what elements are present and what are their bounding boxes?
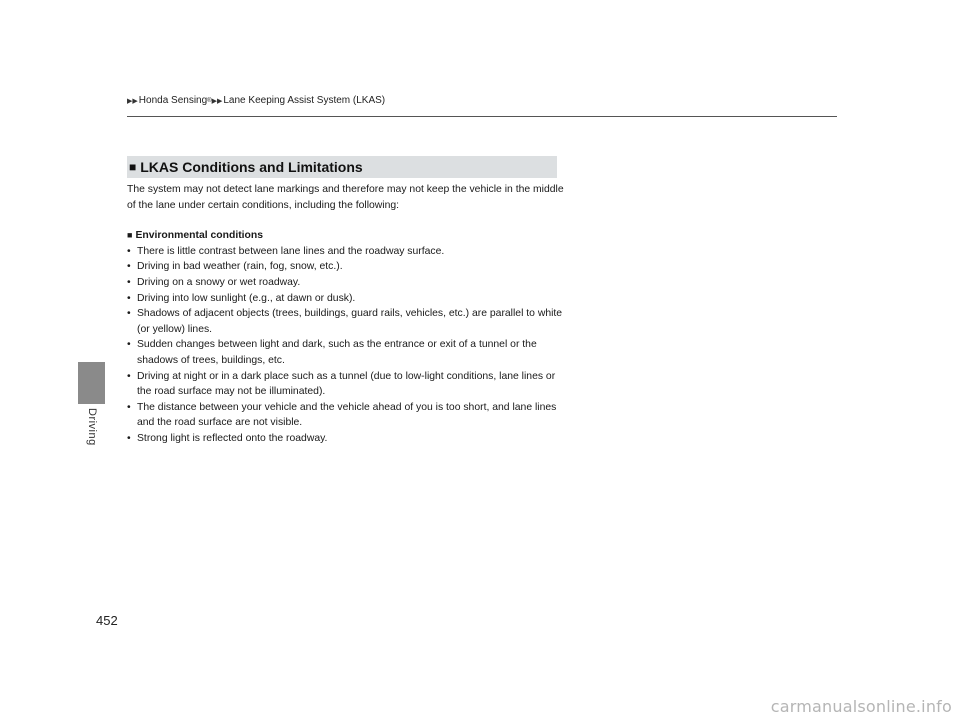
watermark[interactable]: carmanualsonline.info	[770, 697, 952, 716]
conditions-list	[127, 244, 567, 447]
list-item: • Driving on a snowy or wet roadway.	[127, 275, 567, 291]
chapter-tab	[78, 362, 105, 404]
square-icon: ■	[129, 160, 137, 174]
list-item: • Driving at night or in a dark place such as a tunnel (due to low-light conditions, lane lines or the road surface may not be illuminated).	[127, 369, 567, 400]
list-item: • Sudden changes between light and dark, such as the entrance or exit of a tunnel or the shadows of trees, buildings, etc.	[127, 337, 567, 368]
list-item: • Shadows of adjacent objects (trees, buildings, guard rails, vehicles, etc.) are parallel to white (or yellow) lines.	[127, 306, 567, 337]
chapter-label: Driving	[86, 408, 98, 446]
sub-heading	[127, 228, 567, 244]
breadcrumb	[127, 95, 385, 106]
list-item: • Driving into low sunlight (e.g., at dawn or dusk).	[127, 291, 567, 307]
arrow-icon: ▶▶	[211, 97, 223, 105]
square-icon: ■	[127, 230, 133, 241]
list-item: • Strong light is reflected onto the roadway.	[127, 431, 567, 447]
registered-mark: ®	[207, 97, 212, 104]
page-number: 452	[96, 613, 118, 628]
header-rule	[127, 116, 837, 117]
breadcrumb-item: Lane Keeping Assist System (LKAS)	[223, 95, 386, 106]
section-title: LKAS Conditions and Limitations	[140, 159, 363, 175]
sub-heading-text: Environmental conditions	[135, 230, 264, 242]
breadcrumb-item: Honda Sensing	[138, 95, 208, 106]
list-item: • Driving in bad weather (rain, fog, snow, etc.).	[127, 259, 567, 275]
section-header	[127, 156, 557, 178]
arrow-icon: ▶▶	[127, 97, 138, 105]
list-item: • There is little contrast between lane lines and the roadway surface.	[127, 244, 567, 260]
list-item: • The distance between your vehicle and the vehicle ahead of you is too short, and lane lines and the road surface are not visible.	[127, 400, 567, 431]
intro-paragraph: The system may not detect lane markings and therefore may not keep the vehicle in the middle of the lane under certain conditions, including the following:	[127, 184, 564, 211]
content	[127, 182, 567, 447]
